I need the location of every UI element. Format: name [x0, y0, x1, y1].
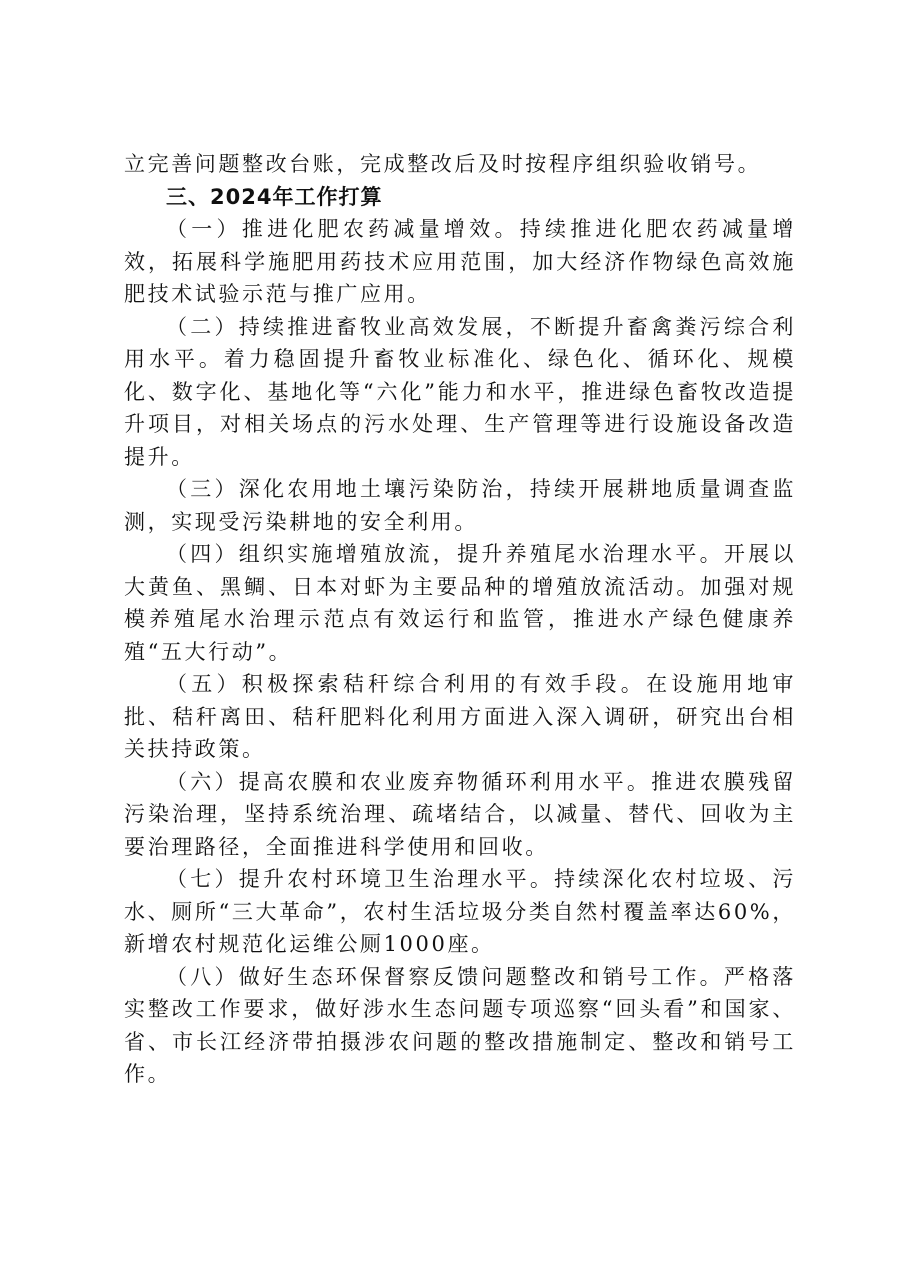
paragraph-8: （八）做好生态环保督察反馈问题整改和销号工作。严格落实整改工作要求，做好涉水生态问题专项巡察“回头看”和国家、省、市长江经济带拍摄涉农问题的整改措施制定、整改和销号工作。	[124, 964, 796, 1086]
paragraph-5: （五）积极探索秸秆综合利用的有效手段。在设施用地审批、秸秆离田、秸秆肥料化利用方面进入深入调研，研究出台相关扶持政策。	[124, 672, 796, 761]
document-page	[124, 148, 796, 1091]
paragraph-1: （一）推进化肥农药减量增效。持续推进化肥农药减量增效，拓展科学施肥用药技术应用范围，加大经济作物绿色高效施肥技术试验示范与推广应用。	[124, 217, 796, 306]
continuation-paragraph: 立完善问题整改台账，完成整改后及时按程序组织验收销号。	[124, 152, 762, 176]
section-heading: 三、2024年工作打算	[166, 184, 383, 209]
paragraph-7: （七）提升农村环境卫生治理水平。持续深化农村垃圾、污水、厕所“三大革命”，农村生活垃圾分类自然村覆盖率达60%，新增农村规范化运维公厕1000座。	[124, 867, 796, 956]
paragraph-6: （六）提高农膜和农业废弃物循环利用水平。推进农膜残留污染治理，坚持系统治理、疏堵结合，以减量、替代、回收为主要治理路径，全面推进科学使用和回收。	[124, 769, 796, 859]
paragraph-4: （四）组织实施增殖放流，提升养殖尾水治理水平。开展以大黄鱼、黑鲷、日本对虾为主要品种的增殖放流活动。加强对规模养殖尾水治理示范点有效运行和监管，推进水产绿色健康养殖“五大行动”。	[124, 542, 796, 664]
paragraph-3: （三）深化农用地土壤污染防治，持续开展耕地质量调查监测，实现受污染耕地的安全利用。	[124, 477, 796, 534]
paragraph-2: （二）持续推进畜牧业高效发展，不断提升畜禽粪污综合利用水平。着力稳固提升畜牧业标准化、绿色化、循环化、规模化、数字化、基地化等“六化”能力和水平，推进绿色畜牧改造提升项目，对相关场点的污水处理、生产管理等进行设施设备改造提升。	[124, 314, 796, 469]
